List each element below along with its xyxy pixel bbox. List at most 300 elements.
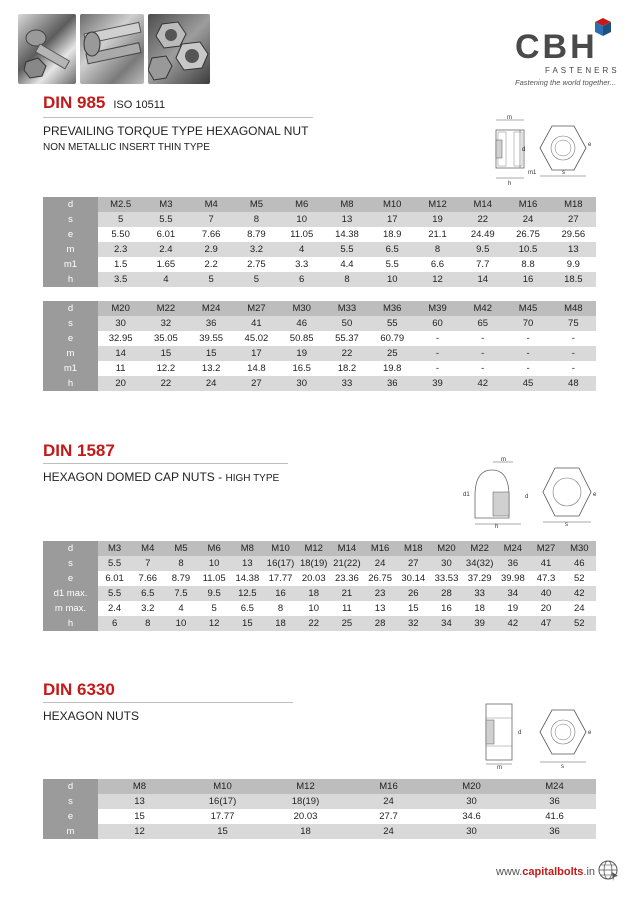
- table-cell: 5: [234, 272, 279, 287]
- din1587-label-s: s: [565, 522, 568, 528]
- table-cell: 42: [496, 616, 529, 631]
- table-cell: 36: [189, 316, 234, 331]
- table-cell: M42: [460, 301, 505, 316]
- table-cell: M8: [98, 779, 181, 794]
- din985-table-1: [43, 197, 596, 287]
- table-cell: 60.79: [370, 331, 415, 346]
- table-cell: M30: [279, 301, 324, 316]
- table-cell: 12: [198, 616, 231, 631]
- row-label: s: [43, 794, 98, 809]
- row-label: s: [43, 556, 98, 571]
- table-cell: 16: [505, 272, 550, 287]
- section-title-din985: [43, 93, 165, 113]
- table-cell: 5: [98, 212, 143, 227]
- table-cell: 16.5: [279, 361, 324, 376]
- table-cell: 14.38: [324, 227, 369, 242]
- table-cell: 13.2: [189, 361, 234, 376]
- din1587-label-d: d: [525, 494, 529, 500]
- table-cell: 18.9: [370, 227, 415, 242]
- table-cell: 13: [324, 212, 369, 227]
- table-row: [43, 601, 596, 616]
- table-cell: 25: [330, 616, 363, 631]
- table-cell: 8.79: [164, 571, 197, 586]
- table-cell: M5: [164, 541, 197, 556]
- table-cell: M22: [463, 541, 496, 556]
- table-cell: 15: [231, 616, 264, 631]
- table-cell: 34.6: [430, 809, 513, 824]
- row-label: e: [43, 809, 98, 824]
- din985-table-2: [43, 301, 596, 391]
- table-cell: 10: [164, 616, 197, 631]
- table-cell: 45.02: [234, 331, 279, 346]
- din1587-label-e: e: [593, 492, 597, 498]
- table-cell: 55: [370, 316, 415, 331]
- footer-brand: capitalbolts: [522, 866, 584, 878]
- table-cell: 41: [529, 556, 562, 571]
- row-label: e: [43, 227, 98, 242]
- table-cell: M20: [430, 779, 513, 794]
- table-row: [43, 361, 596, 376]
- table-cell: 48: [551, 376, 596, 391]
- table-cell: 24: [347, 794, 430, 809]
- table-cell: 8: [264, 601, 297, 616]
- table-cell: M10: [264, 541, 297, 556]
- din985-label-s: s: [562, 170, 565, 176]
- din985-iso: ISO 10511: [113, 99, 166, 111]
- table-cell: 18: [463, 601, 496, 616]
- table-cell: 7: [189, 212, 234, 227]
- row-label: d: [43, 301, 98, 316]
- table-cell: 45: [505, 376, 550, 391]
- din1587-subtitle-small: HIGH TYPE: [225, 473, 280, 484]
- table-cell: 16(17): [264, 556, 297, 571]
- table-cell: 18.2: [324, 361, 369, 376]
- table-cell: 8: [324, 272, 369, 287]
- table-cell: 2.9: [189, 242, 234, 257]
- row-label: s: [43, 316, 98, 331]
- table-cell: -: [551, 331, 596, 346]
- table-cell: 4: [164, 601, 197, 616]
- table-cell: 39: [415, 376, 460, 391]
- header-image-bolts-1: [18, 14, 76, 84]
- table-cell: 22: [460, 212, 505, 227]
- table-cell: 5.50: [98, 227, 143, 242]
- table-cell: 34: [496, 586, 529, 601]
- table-cell: 3.2: [234, 242, 279, 257]
- table-cell: 6.5: [131, 586, 164, 601]
- table-cell: 18(19): [297, 556, 330, 571]
- table-row: [43, 197, 596, 212]
- row-label: m max.: [43, 601, 98, 616]
- din985-label-e: e: [588, 142, 592, 148]
- table-cell: 27.7: [347, 809, 430, 824]
- table-cell: M16: [364, 541, 397, 556]
- table-cell: 30: [430, 794, 513, 809]
- table-cell: 10: [279, 212, 324, 227]
- section-divider: [43, 463, 288, 464]
- table-cell: 21: [330, 586, 363, 601]
- table-cell: 22: [297, 616, 330, 631]
- table-cell: -: [460, 361, 505, 376]
- table-cell: M30: [563, 541, 596, 556]
- table-cell: M14: [460, 197, 505, 212]
- table-cell: 18.5: [551, 272, 596, 287]
- table-cell: 26.75: [505, 227, 550, 242]
- row-label: d1 max.: [43, 586, 98, 601]
- table-cell: 6.01: [98, 571, 131, 586]
- table-cell: 17.77: [264, 571, 297, 586]
- table-cell: -: [505, 361, 550, 376]
- table-cell: 7.5: [164, 586, 197, 601]
- table-cell: M45: [505, 301, 550, 316]
- table-cell: M10: [370, 197, 415, 212]
- table-cell: 24: [505, 212, 550, 227]
- table-cell: 7.66: [189, 227, 234, 242]
- table-cell: 36: [513, 824, 596, 839]
- table-cell: 6: [98, 616, 131, 631]
- table-cell: 11.05: [279, 227, 324, 242]
- logo-text: CBH: [515, 28, 598, 66]
- table-cell: 8.8: [505, 257, 550, 272]
- table-cell: 23: [364, 586, 397, 601]
- table-cell: 1.65: [143, 257, 188, 272]
- table-cell: 13: [231, 556, 264, 571]
- table-cell: 4.4: [324, 257, 369, 272]
- table-cell: M12: [264, 779, 347, 794]
- table-cell: 24: [347, 824, 430, 839]
- table-cell: 32: [397, 616, 430, 631]
- table-cell: 13: [551, 242, 596, 257]
- table-cell: 8: [131, 616, 164, 631]
- table-cell: 30: [279, 376, 324, 391]
- table-cell: M14: [330, 541, 363, 556]
- table-cell: 26.75: [364, 571, 397, 586]
- table-cell: M12: [415, 197, 460, 212]
- row-label: d: [43, 197, 98, 212]
- table-cell: 33: [324, 376, 369, 391]
- table-row: [43, 824, 596, 839]
- logo-tagline: Fastening the world together...: [515, 78, 617, 87]
- din1587-label-d1: d1: [463, 492, 470, 498]
- table-cell: 8: [164, 556, 197, 571]
- table-cell: 12: [98, 824, 181, 839]
- din6330-drawing: [476, 698, 600, 770]
- din1587-drawing: [455, 456, 603, 530]
- table-cell: 9.9: [551, 257, 596, 272]
- table-cell: 36: [513, 794, 596, 809]
- footer-website-link[interactable]: [496, 866, 595, 878]
- table-cell: 5: [189, 272, 234, 287]
- row-label: e: [43, 331, 98, 346]
- table-cell: 34: [430, 616, 463, 631]
- table-cell: 23.36: [330, 571, 363, 586]
- table-cell: M16: [347, 779, 430, 794]
- table-cell: 19: [279, 346, 324, 361]
- table-cell: 34(32): [463, 556, 496, 571]
- header-image-bolts-2: [80, 14, 144, 84]
- table-cell: M36: [370, 301, 415, 316]
- table-cell: M24: [189, 301, 234, 316]
- table-cell: 20: [529, 601, 562, 616]
- din985-label-h: h: [508, 181, 512, 187]
- table-cell: 33.53: [430, 571, 463, 586]
- table-cell: 14.8: [234, 361, 279, 376]
- table-row: [43, 809, 596, 824]
- table-row: [43, 316, 596, 331]
- table-cell: 32: [143, 316, 188, 331]
- table-cell: 37.29: [463, 571, 496, 586]
- table-cell: 4: [143, 272, 188, 287]
- table-cell: 15: [98, 809, 181, 824]
- din985-subtitle: PREVAILING TORQUE TYPE HEXAGONAL NUT: [43, 124, 309, 138]
- table-cell: M18: [551, 197, 596, 212]
- row-label: h: [43, 272, 98, 287]
- table-cell: 5.5: [370, 257, 415, 272]
- din985-title: DIN 985: [43, 93, 106, 112]
- table-cell: -: [415, 331, 460, 346]
- din1587-title: DIN 1587: [43, 441, 115, 460]
- table-cell: 30: [430, 824, 513, 839]
- table-cell: 20: [98, 376, 143, 391]
- table-cell: 6.6: [415, 257, 460, 272]
- table-cell: M20: [98, 301, 143, 316]
- din985-drawing: [488, 112, 596, 187]
- table-cell: 65: [460, 316, 505, 331]
- table-row: [43, 541, 596, 556]
- table-cell: M33: [324, 301, 369, 316]
- table-cell: 30: [98, 316, 143, 331]
- table-row: [43, 272, 596, 287]
- table-cell: M48: [551, 301, 596, 316]
- table-cell: 21.1: [415, 227, 460, 242]
- table-cell: M4: [131, 541, 164, 556]
- table-cell: 41.6: [513, 809, 596, 824]
- section-divider: [43, 117, 313, 118]
- table-cell: 8: [415, 242, 460, 257]
- table-cell: 20.03: [264, 809, 347, 824]
- table-cell: 2.75: [234, 257, 279, 272]
- table-cell: 17: [234, 346, 279, 361]
- table-cell: 19.8: [370, 361, 415, 376]
- table-cell: M6: [279, 197, 324, 212]
- din1587-table: [43, 541, 596, 631]
- table-cell: M6: [198, 541, 231, 556]
- table-cell: -: [415, 346, 460, 361]
- table-cell: 16(17): [181, 794, 264, 809]
- din6330-table: [43, 779, 596, 839]
- table-row: [43, 376, 596, 391]
- table-cell: 15: [143, 346, 188, 361]
- table-cell: 40: [529, 586, 562, 601]
- table-cell: 6.5: [370, 242, 415, 257]
- table-cell: M3: [98, 541, 131, 556]
- table-cell: 18: [297, 586, 330, 601]
- table-cell: 2.4: [98, 601, 131, 616]
- table-cell: 18(19): [264, 794, 347, 809]
- table-cell: 27: [551, 212, 596, 227]
- table-cell: 60: [415, 316, 460, 331]
- din1587-subtitle-main: HEXAGON DOMED CAP NUTS -: [43, 470, 226, 484]
- table-cell: 22: [143, 376, 188, 391]
- table-cell: 2.2: [189, 257, 234, 272]
- table-cell: M27: [234, 301, 279, 316]
- table-cell: 6: [279, 272, 324, 287]
- table-cell: 7: [131, 556, 164, 571]
- table-cell: 55.37: [324, 331, 369, 346]
- table-cell: 12.2: [143, 361, 188, 376]
- table-cell: 3.2: [131, 601, 164, 616]
- table-cell: 19: [496, 601, 529, 616]
- table-row: [43, 346, 596, 361]
- table-cell: 26: [397, 586, 430, 601]
- table-cell: M3: [143, 197, 188, 212]
- row-label: m: [43, 824, 98, 839]
- table-cell: 46: [563, 556, 596, 571]
- table-cell: 24: [563, 601, 596, 616]
- globe-icon: [596, 858, 620, 882]
- table-cell: 12.5: [231, 586, 264, 601]
- row-label: d: [43, 541, 98, 556]
- table-cell: M2.5: [98, 197, 143, 212]
- table-cell: -: [551, 361, 596, 376]
- table-cell: 42: [563, 586, 596, 601]
- table-cell: 18: [264, 616, 297, 631]
- table-cell: 9.5: [198, 586, 231, 601]
- table-cell: 14: [98, 346, 143, 361]
- din985-subtitle-2: NON METALLIC INSERT THIN TYPE: [43, 142, 210, 153]
- table-cell: 27: [234, 376, 279, 391]
- table-cell: 36: [370, 376, 415, 391]
- table-cell: 46: [279, 316, 324, 331]
- table-row: [43, 212, 596, 227]
- table-cell: M20: [430, 541, 463, 556]
- table-row: [43, 257, 596, 272]
- row-label: e: [43, 571, 98, 586]
- table-cell: 39.55: [189, 331, 234, 346]
- table-cell: 28: [430, 586, 463, 601]
- table-row: [43, 779, 596, 794]
- table-cell: 24.49: [460, 227, 505, 242]
- table-cell: M39: [415, 301, 460, 316]
- table-cell: 5.5: [143, 212, 188, 227]
- table-row: [43, 331, 596, 346]
- table-cell: 50.85: [279, 331, 324, 346]
- table-cell: M8: [231, 541, 264, 556]
- table-cell: 18: [264, 824, 347, 839]
- table-cell: 39.98: [496, 571, 529, 586]
- table-row: [43, 586, 596, 601]
- table-row: [43, 571, 596, 586]
- table-cell: 15: [397, 601, 430, 616]
- table-cell: 5: [198, 601, 231, 616]
- table-cell: 2.4: [143, 242, 188, 257]
- table-row: [43, 242, 596, 257]
- table-cell: 14.38: [231, 571, 264, 586]
- table-cell: 11: [330, 601, 363, 616]
- din985-label-m: m: [507, 115, 512, 121]
- table-cell: -: [415, 361, 460, 376]
- table-cell: M8: [324, 197, 369, 212]
- din6330-subtitle: HEXAGON NUTS: [43, 709, 140, 723]
- table-cell: 3.3: [279, 257, 324, 272]
- table-cell: 39: [463, 616, 496, 631]
- table-cell: M24: [513, 779, 596, 794]
- table-cell: 42: [460, 376, 505, 391]
- table-cell: M4: [189, 197, 234, 212]
- table-cell: -: [505, 331, 550, 346]
- row-label: m1: [43, 257, 98, 272]
- table-cell: 30: [430, 556, 463, 571]
- din1587-label-m: m: [501, 457, 506, 463]
- table-cell: 24: [189, 376, 234, 391]
- table-cell: M16: [505, 197, 550, 212]
- table-cell: 16: [264, 586, 297, 601]
- table-cell: 24: [364, 556, 397, 571]
- table-cell: M22: [143, 301, 188, 316]
- row-label: s: [43, 212, 98, 227]
- table-cell: 2.3: [98, 242, 143, 257]
- table-cell: 52: [563, 616, 596, 631]
- table-cell: 4: [279, 242, 324, 257]
- table-cell: 13: [98, 794, 181, 809]
- table-cell: 17.77: [181, 809, 264, 824]
- table-cell: M12: [297, 541, 330, 556]
- table-cell: 5.5: [98, 556, 131, 571]
- table-cell: 20.03: [297, 571, 330, 586]
- table-cell: 28: [364, 616, 397, 631]
- din985-label-d: d: [522, 147, 526, 153]
- row-label: h: [43, 376, 98, 391]
- footer-prefix: www.: [496, 866, 523, 878]
- din6330-title: DIN 6330: [43, 680, 115, 699]
- din6330-label-s: s: [561, 764, 564, 770]
- table-cell: 50: [324, 316, 369, 331]
- logo-subtitle: FASTENERS: [545, 66, 620, 75]
- table-cell: M5: [234, 197, 279, 212]
- table-cell: 47.3: [529, 571, 562, 586]
- table-cell: 35.05: [143, 331, 188, 346]
- table-cell: M18: [397, 541, 430, 556]
- table-cell: 7.66: [131, 571, 164, 586]
- table-cell: 5.5: [98, 586, 131, 601]
- table-cell: 75: [551, 316, 596, 331]
- table-cell: 21(22): [330, 556, 363, 571]
- table-cell: 11: [98, 361, 143, 376]
- din6330-label-e: e: [588, 730, 592, 736]
- table-cell: 14: [460, 272, 505, 287]
- row-label: d: [43, 779, 98, 794]
- table-cell: 5.5: [324, 242, 369, 257]
- table-row: [43, 616, 596, 631]
- table-cell: 6.5: [231, 601, 264, 616]
- table-cell: 22: [324, 346, 369, 361]
- table-cell: -: [551, 346, 596, 361]
- din1587-subtitle: [43, 470, 279, 484]
- table-row: [43, 794, 596, 809]
- table-cell: -: [505, 346, 550, 361]
- table-cell: 41: [234, 316, 279, 331]
- table-row: [43, 227, 596, 242]
- cbh-logo: [515, 18, 620, 96]
- din985-label-m1: m1: [528, 170, 537, 176]
- table-cell: 29.56: [551, 227, 596, 242]
- table-cell: 16: [430, 601, 463, 616]
- table-cell: 12: [415, 272, 460, 287]
- row-label: m1: [43, 361, 98, 376]
- table-cell: 70: [505, 316, 550, 331]
- table-cell: 30.14: [397, 571, 430, 586]
- table-cell: 32.95: [98, 331, 143, 346]
